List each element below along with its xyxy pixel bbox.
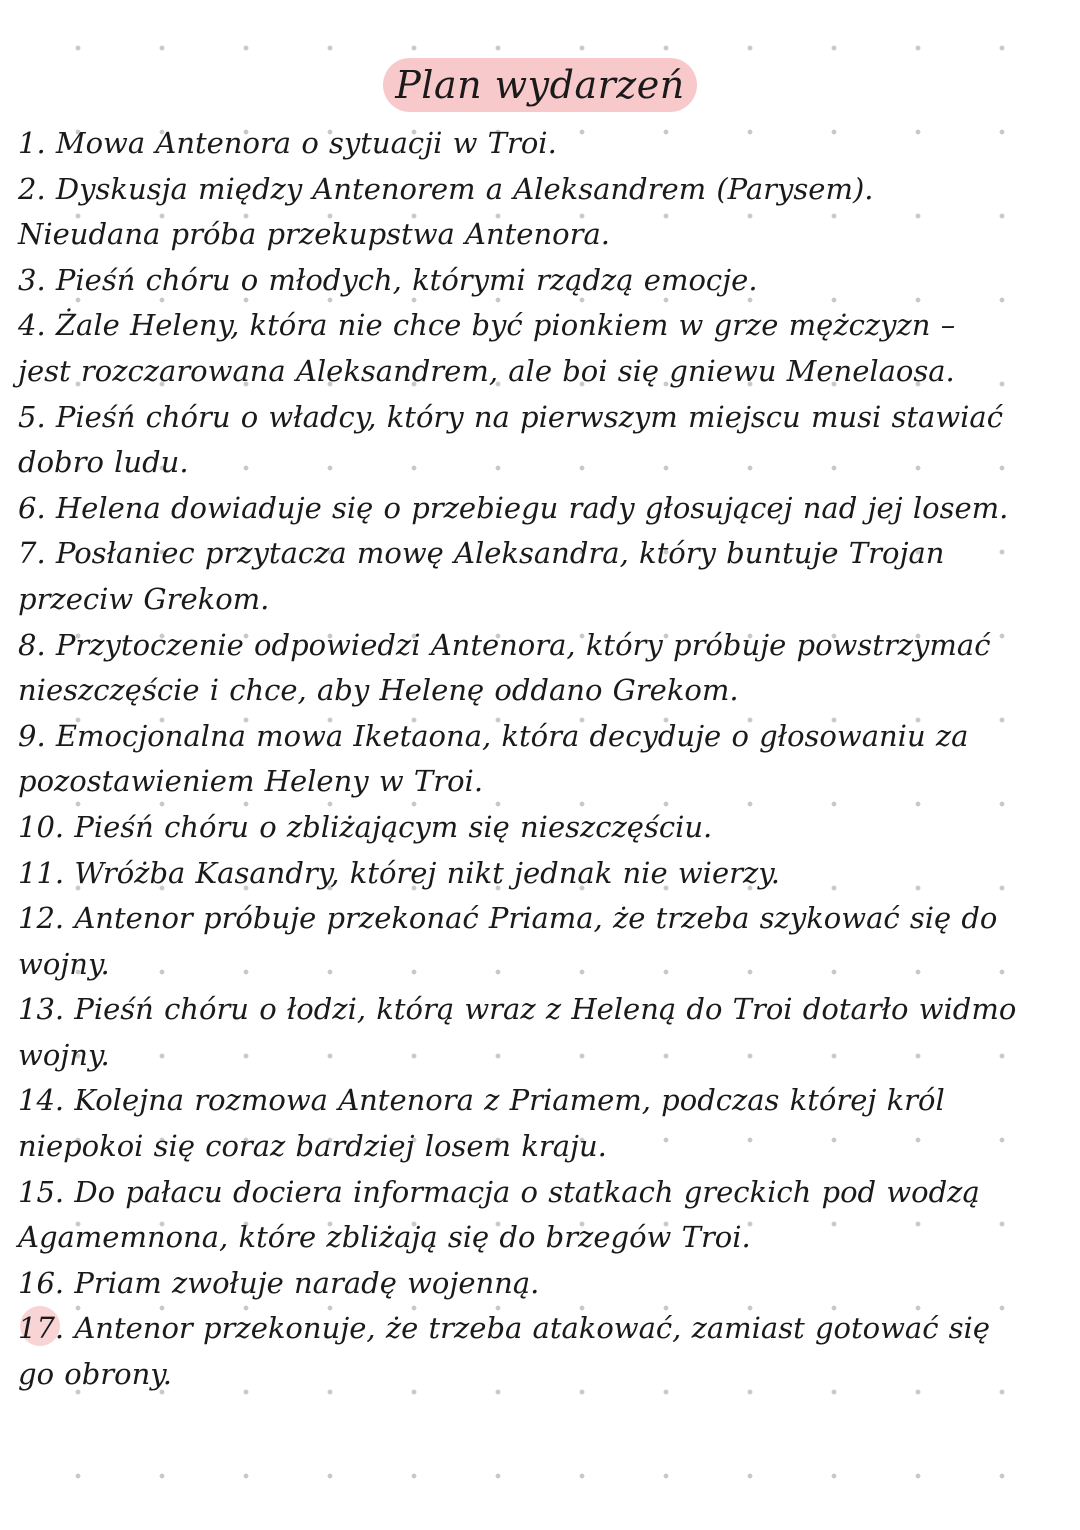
list-item: 10. Pieśń chóru o zbliżającym się nieszczęściu.	[18, 809, 713, 844]
list-item: 17. Antenor przekonuje, że trzeba atakować, zamiast gotować się go obrony.	[18, 1311, 990, 1392]
list-item: 16. Priam zwołuje naradę wojenną.	[18, 1265, 540, 1300]
list-item: 8. Przytoczenie odpowiedzi Antenora, który próbuje powstrzymać nieszczęście i chce, aby Helenę oddano Grekom.	[18, 627, 991, 708]
list-item: 12. Antenor próbuje przekonać Priama, że trzeba szykować się do wojny.	[18, 901, 998, 981]
list-item: 9. Emocjonalna mowa Iketaona, która decyduje o głosowaniu za pozostawieniem Heleny w Troi.	[18, 718, 969, 799]
page-title: Plan wydarzeń	[383, 58, 697, 112]
list-item: 1. Mowa Antenora o sytuacji w Troi.	[18, 126, 557, 160]
list-item: 13. Pieśń chóru o łodzi, którą wraz z Heleną do Troi dotarło widmo wojny.	[18, 992, 1017, 1072]
list-item: 4. Żale Heleny, która nie chce być pionkiem w grze mężczyzn – jest rozczarowana Aleksandrem, ale boi się gniewu Menelaosa.	[18, 308, 956, 388]
list-item: 14. Kolejna rozmowa Antenora z Priamem, podczas której król niepokoi się coraz bardziej losem kraju.	[18, 1083, 945, 1164]
list-item: 3. Pieśń chóru o młodych, którymi rządzą emocje.	[18, 262, 758, 297]
list-item: 5. Pieśń chóru o władcy, który na pierwszym miejscu musi stawiać dobro ludu.	[18, 399, 1003, 480]
list-item: 2. Dyskusja między Antenorem a Aleksandrem (Parysem). Nieudana próba przekupstwa Antenora.	[18, 171, 874, 252]
event-plan-list	[18, 121, 1018, 1398]
list-item: 11. Wróżba Kasandry, której nikt jednak nie wierzy.	[18, 855, 780, 890]
title-container	[0, 58, 1080, 112]
list-item: 6. Helena dowiaduje się o przebiegu rady głosującej nad jej losem.	[18, 490, 1009, 525]
list-item: 15. Do pałacu dociera informacja o statkach greckich pod wodzą Agamemnona, które zbliżają się do brzegów Troi.	[18, 1174, 980, 1255]
list-item: 7. Posłaniec przytacza mowę Aleksandra, który buntuje Trojan przeciw Grekom.	[18, 536, 945, 616]
